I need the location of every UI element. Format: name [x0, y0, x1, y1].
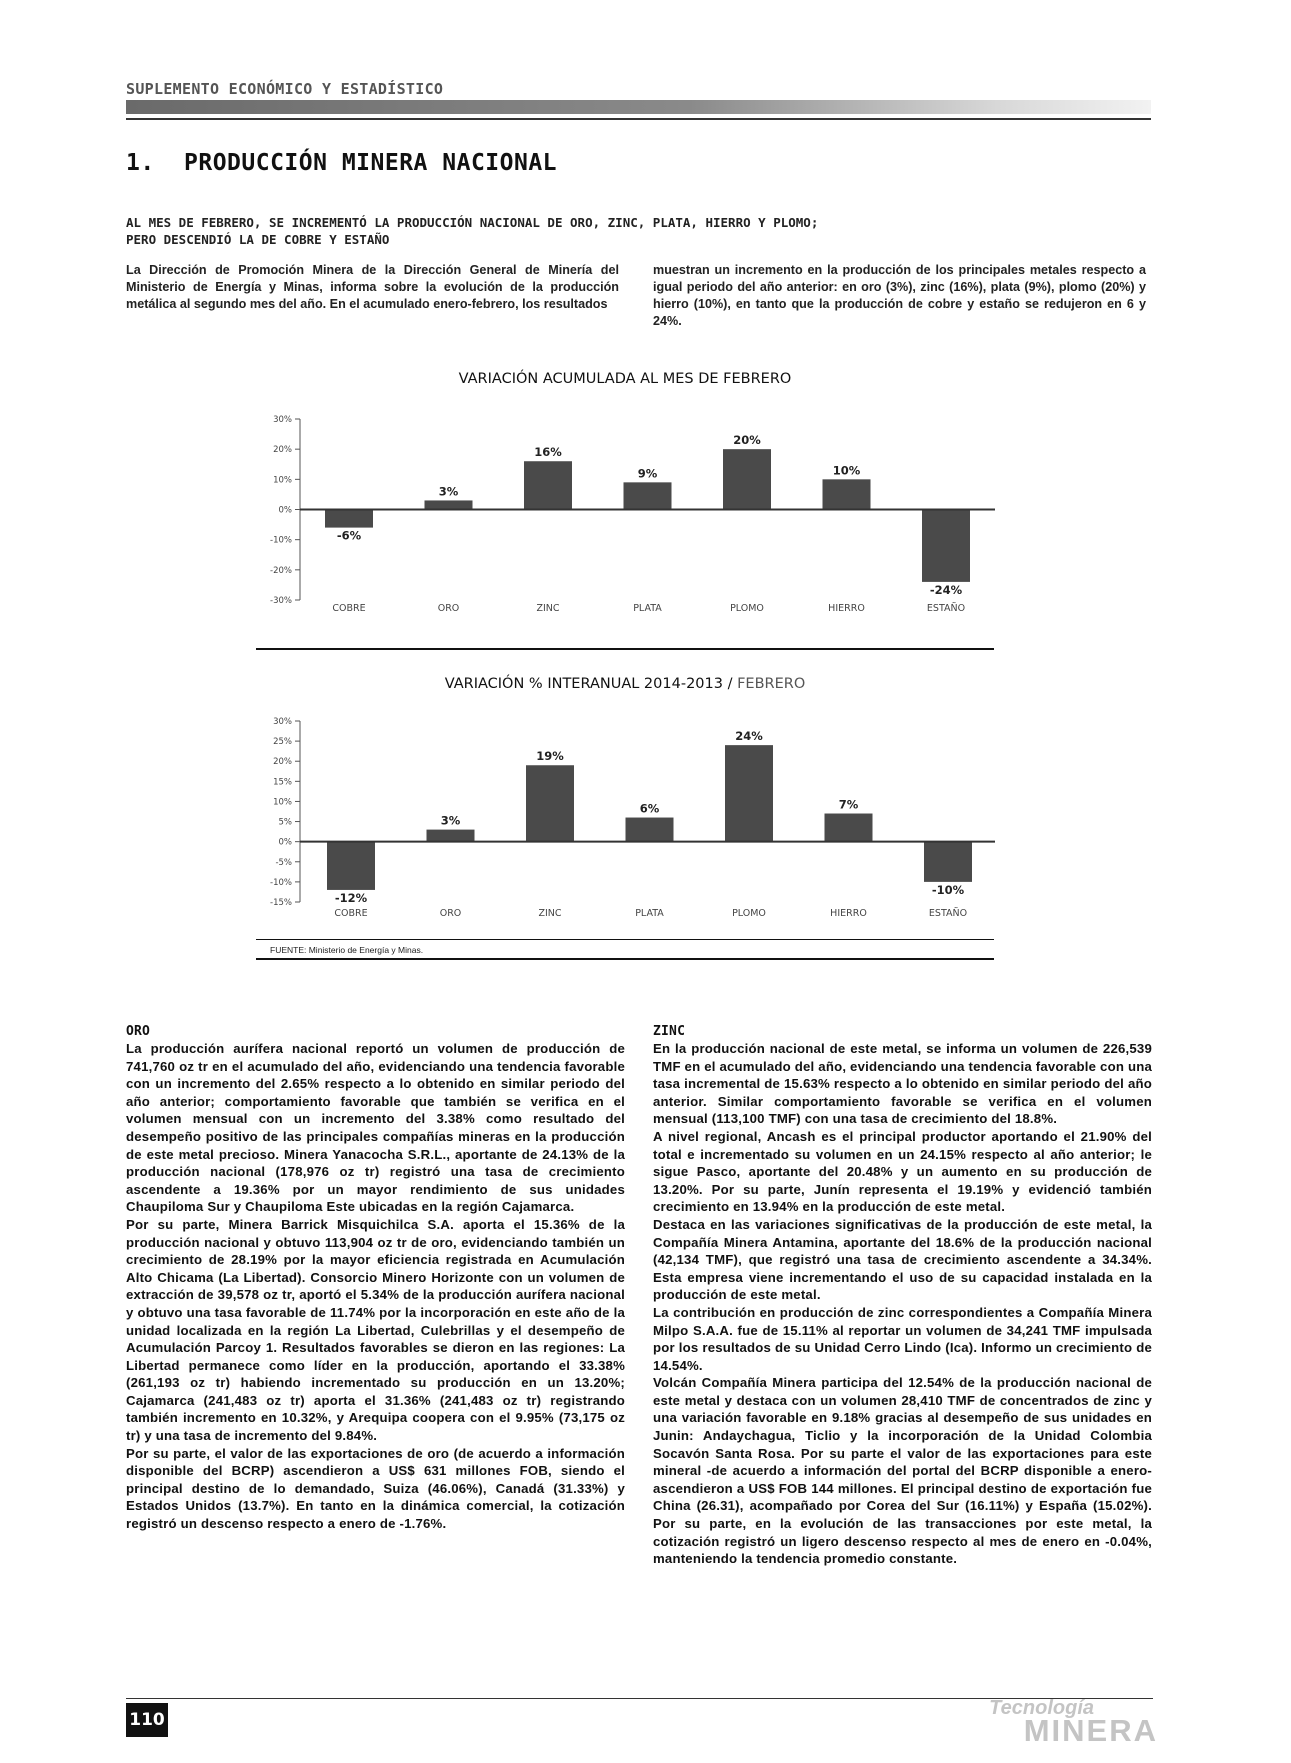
chart-2-y-tick-label: 25%	[273, 737, 292, 748]
chart-2-rule	[256, 939, 994, 940]
chart-1-category-label: PLOMO	[730, 603, 764, 614]
zinc-paragraph-2: A nivel regional, Ancash es el principal productor aportando el 21.90% del total e incrementado su volumen en un 24.15% respecto al año anterior; le sigue Pasco, aportante del 20.48% y un aumento en su producción de 13.20%. Por su parte, Junín representa el 19.19% y evidenció también crecimiento en 13.94% en la producción de este metal.	[653, 1128, 1152, 1215]
chart-1-category-label: PLATA	[633, 603, 662, 614]
chart-2-bar-hierro	[825, 814, 873, 842]
chart-2-title	[256, 676, 994, 692]
zinc-column	[653, 1024, 1152, 1568]
chart-2-data-label: 19%	[536, 749, 564, 764]
chart-2-data-label: 7%	[838, 797, 859, 812]
chart-2-bar-zinc	[526, 765, 574, 841]
intro-left: La Dirección de Promoción Minera de la Dirección General de Minería del Ministerio de Energía y Minas, informa sobre la evolución de la producción metálica al segundo mes del año. En el acumulado enero-febrero, los resultados	[126, 263, 619, 311]
chart-1-data-label: 16%	[534, 445, 562, 460]
chart-1-category-label: HIERRO	[828, 603, 865, 614]
chart-1-title-text: VARIACIÓN ACUMULADA AL MES DE FEBRERO	[458, 371, 792, 387]
zinc-paragraph-4: La contribución en producción de zinc correspondientes a Compañía Minera Milpo S.A.A. fue de 15.11% al reportar un volumen de 34,241 TMF impulsada por los resultados de su Unidad Cerro Lindo (Ica). Informo un crecimiento de 14.54%.	[653, 1304, 1152, 1373]
chart-separator	[256, 648, 994, 650]
chart-1-category-label: COBRE	[332, 603, 366, 614]
chart-2-y-tick-label: -15%	[270, 898, 292, 908]
chart-2-bar-estaño	[924, 842, 972, 882]
chart-source: FUENTE: Ministerio de Energía y Minas.	[270, 945, 424, 955]
chart-1-category-label: ESTAÑO	[926, 603, 966, 614]
oro-paragraph-1: La producción aurífera nacional reportó un volumen de producción de 741,760 oz tr en el acumulado del año, evidenciando una tendencia favorable con un incremento del 2.65% respecto a lo obtenido en similar periodo del año anterior; comportamiento favorable que también se verifica en el volumen mensual con un incremento del 3.38% como resultado del desempeño positivo de las principales compañías mineras en la producción de este metal precioso. Minera Yanacocha S.R.L., aportante de 24.13% de la producción nacional (178,976 oz tr) registró una tasa de crecimiento ascendente a 19.36% por un mayor rendimiento de sus unidades Chaupiloma Sur y Chaupiloma Este ubicadas en la región Cajamarca.	[126, 1041, 625, 1215]
header-label: SUPLEMENTO ECONÓMICO Y ESTADÍSTICO	[126, 80, 444, 98]
chart-1-y-tick-label: 30%	[273, 415, 292, 425]
chart-2-category-label: HIERRO	[830, 908, 867, 919]
chart-2-category-label: COBRE	[334, 908, 368, 919]
header-bar	[126, 100, 1151, 114]
zinc-paragraph-3: Destaca en las variaciones significativas de la producción de este metal, la Compañía Minera Antamina, aportante del 18.6% de la producción nacional (42,134 TMF), que registró una tasa de crecimiento ascendente a 34.34%. Esta empresa viene incrementando el uso de su capacidad instalada en la producción de este metal.	[653, 1216, 1152, 1303]
chart-1-bar-plomo	[723, 449, 771, 509]
brand-logo-bottom: MINERA	[1023, 1713, 1158, 1748]
chart-2-bar-oro	[427, 830, 475, 842]
chart-2-category-label: PLATA	[635, 908, 664, 919]
chart-1-y-tick-label: 20%	[273, 445, 292, 456]
subheading-line-1: AL MES DE FEBRERO, SE INCREMENTÓ LA PRODUCCIÓN NACIONAL DE ORO, ZINC, PLATA, HIERRO Y PLOMO;	[126, 215, 819, 230]
chart-2-y-tick-label: -5%	[275, 857, 292, 868]
zinc-paragraph-5: Volcán Compañía Minera participa del 12.54% de la producción nacional de este metal y destaca con un volumen 28,410 TMF de concentrados de zinc y una variación favorable en 9.18% gracias al desempeño de sus unidades en Junin: Andaychagua, Ticlio y la incorporación de la Unidad Colombia Socavón Santa Rosa. Por su parte el valor de las exportaciones para este mineral -de acuerdo a información del portal del BCRP disponible a enero- ascendieron a US$ FOB 144 millones. El principal destino de exportación fue China (26.31), acompañado por Corea del Sur (16.11%) y España (15.02%). Por su parte, en la evolución de las transacciones por este metal, la cotización registró un ligero descenso respecto al mes de enero en -0.04%, manteniendo la tendencia promedio constante.	[653, 1375, 1152, 1567]
chart-2-y-tick-label: 30%	[273, 717, 292, 727]
chart-1-category-label: ORO	[437, 603, 460, 614]
oro-paragraph-3: Por su parte, el valor de las exportaciones de oro (de acuerdo a información disponible del BCRP) ascendieron a US$ 631 millones FOB, siendo el principal destino de lo demandado, Suiza (46.06%), Canadá (31.33%) y Estados Unidos (13.7%). En tanto en la dinámica comercial, la cotización registró un descenso respecto a enero de -1.76%.	[126, 1445, 625, 1532]
chart-2-data-label: -12%	[334, 890, 368, 905]
brand-logo-top: Tecnología	[989, 1697, 1094, 1719]
chart-1-data-label: 3%	[438, 484, 459, 499]
header-rule	[126, 118, 1151, 120]
chart-1-bar-estaño	[922, 510, 970, 582]
chart-1-data-label: 20%	[733, 433, 761, 448]
chart-2-y-tick-label: 20%	[273, 757, 292, 768]
chart-2-data-label: -10%	[931, 882, 965, 897]
zinc-paragraph-1: En la producción nacional de este metal, se informa un volumen de 226,539 TMF en el acumulado del año, evidenciando una tendencia favorable con una tasa incremental de 15.63% respecto a lo obtenido en similar periodo del año anterior. Similar comportamiento favorable se verifica en el volumen mensual (113,100 TMF) con una tasa de crecimiento del 18.8%.	[653, 1041, 1152, 1127]
chart-1-bar-plata	[624, 482, 672, 509]
section-number: 1.	[126, 150, 155, 176]
chart-2-bar-cobre	[327, 842, 375, 890]
chart-2-category-label: PLOMO	[732, 908, 766, 919]
oro-paragraph-2: Por su parte, Minera Barrick Misquichilca S.A. aporta el 15.36% de la producción nacional y obtuvo 113,904 oz tr de oro, evidenciando también un crecimiento de 28.19% por la mayor eficiencia registrada en Acumulación Alto Chicama (La Libertad). Consorcio Minero Horizonte con un volumen de extracción de 39,578 oz tr, aportó el 5.34% de la producción aurífera nacional y obtuvo una tasa favorable de 11.74% por la incorporación en este año de la unidad localizada en la región La Libertad, Culebrillas y el desempeño de Acumulación Parcoy 1. Resultados favorables se dieron en las regiones: La Libertad permanece como líder en la producción, aportando el 33.38% (261,193 oz tr) habiendo incrementado su producción en un 13.20%; Cajamarca (241,483 oz tr) aporta el 31.36% (241,483 oz tr) registrando también incremento en 10.32%, y Arequipa coopera con el 9.95% (73,175 oz tr) y una tasa de incremento del 9.84%.	[126, 1216, 625, 1444]
chart-1	[232, 405, 1002, 620]
chart-2-title-text: VARIACIÓN % INTERANUAL 2014-2013 /	[444, 676, 733, 692]
chart-1-y-tick-label: -30%	[270, 596, 292, 606]
chart-1-bar-hierro	[823, 479, 871, 509]
chart-2-category-label: ZINC	[538, 908, 562, 919]
chart-2-y-tick-label: 0%	[278, 837, 292, 848]
subheading-line-2: PERO DESCENDIÓ LA DE COBRE Y ESTAÑO	[126, 232, 390, 247]
chart-2-title-suffix: FEBRERO	[737, 676, 806, 692]
chart-2-data-label: 24%	[735, 729, 763, 744]
chart-1-data-label: -6%	[336, 528, 362, 543]
chart-2-y-tick-label: 5%	[278, 817, 292, 828]
chart-2	[232, 710, 1002, 920]
chart-2-bar-plata	[626, 818, 674, 842]
zinc-heading: ZINC	[653, 1024, 686, 1039]
section-title	[126, 150, 557, 176]
chart-1-bar-oro	[425, 500, 473, 509]
chart-1-y-tick-label: 10%	[273, 475, 292, 486]
chart-source-rule	[256, 958, 994, 960]
chart-2-data-label: 3%	[440, 813, 461, 828]
chart-1-y-tick-label: 0%	[278, 505, 292, 516]
page-number: 110	[126, 1703, 168, 1737]
chart-1-y-tick-label: -10%	[270, 535, 292, 546]
chart-1-data-label: -24%	[929, 582, 963, 597]
chart-2-category-label: ORO	[439, 908, 462, 919]
chart-1-data-label: 10%	[832, 463, 861, 478]
intro-right: muestran un incremento en la producción de los principales metales respecto a igual periodo del año anterior: en oro (3%), zinc (16%), plata (9%), plomo (20%) y hierro (10%), en tanto que la producción de cobre y estaño se redujeron en 6 y 24%.	[653, 263, 1146, 328]
chart-2-y-tick-label: 15%	[273, 777, 292, 788]
brand-logo	[988, 1697, 1158, 1748]
chart-2-y-tick-label: -10%	[270, 877, 292, 888]
section-title-text: PRODUCCIÓN MINERA NACIONAL	[184, 150, 558, 176]
subheading	[126, 214, 1156, 248]
chart-1-category-label: ZINC	[536, 603, 560, 614]
chart-1-title	[256, 371, 994, 387]
oro-column	[126, 1024, 625, 1533]
chart-2-data-label: 6%	[639, 801, 660, 816]
chart-2-bar-plomo	[725, 745, 773, 842]
chart-1-data-label: 9%	[637, 466, 658, 481]
chart-2-y-tick-label: 10%	[273, 797, 292, 808]
chart-1-bar-cobre	[325, 510, 373, 528]
oro-heading: ORO	[126, 1024, 151, 1039]
chart-1-y-tick-label: -20%	[270, 565, 292, 576]
chart-2-category-label: ESTAÑO	[928, 908, 968, 919]
chart-1-bar-zinc	[524, 461, 572, 509]
